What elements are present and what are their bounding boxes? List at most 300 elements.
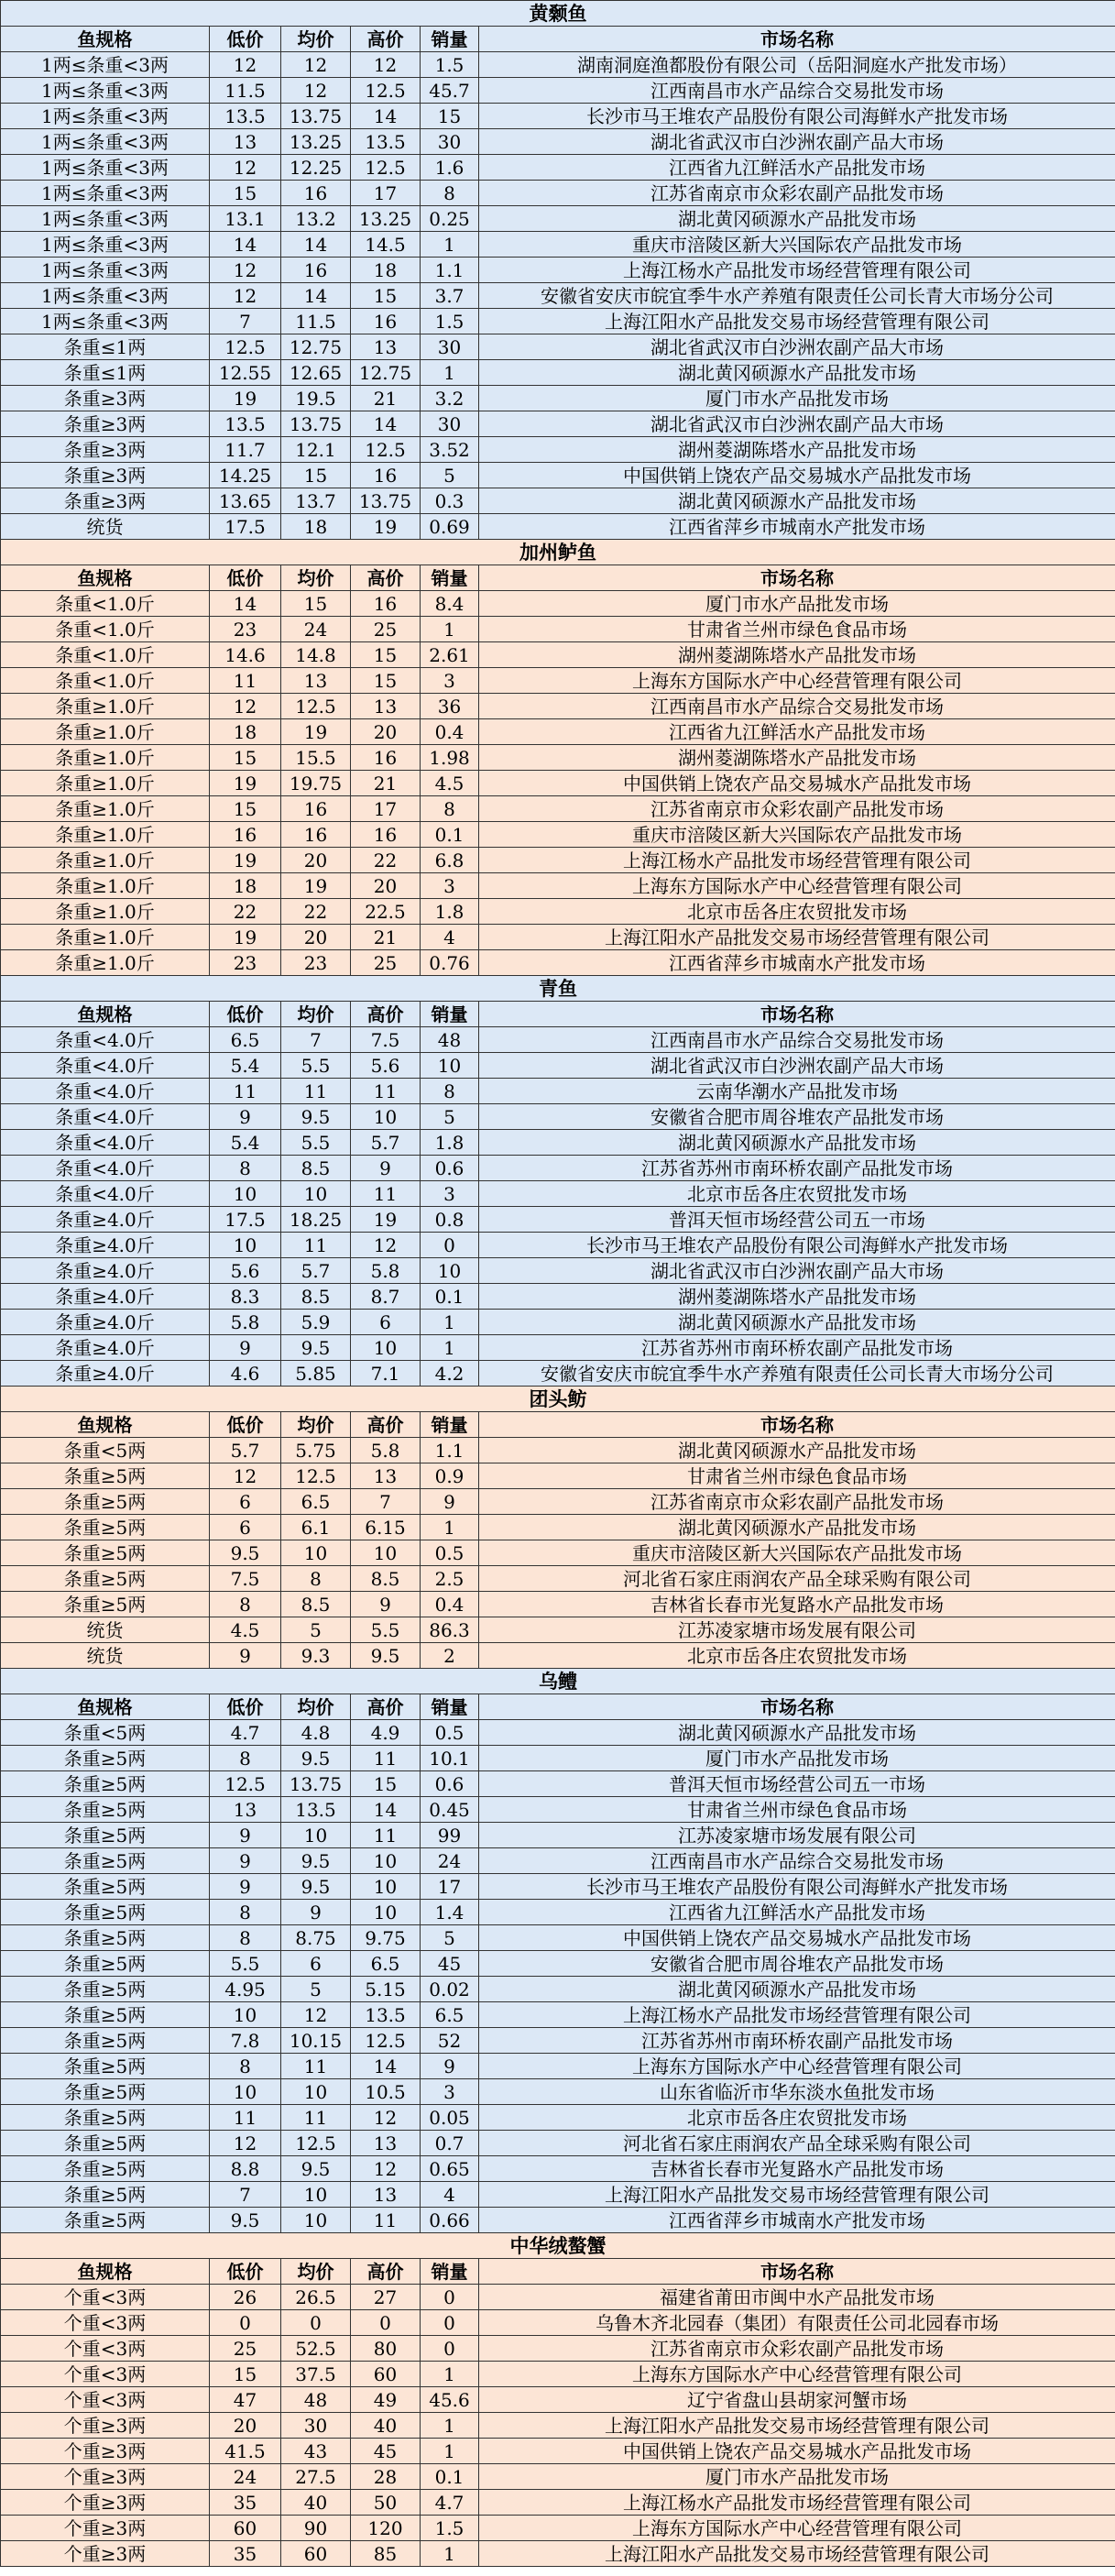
high-price-cell: 17 xyxy=(351,181,421,206)
spec-header: 鱼规格 xyxy=(1,2259,210,2285)
low-price-cell: 8 xyxy=(210,1592,281,1617)
volume-cell: 4.7 xyxy=(421,2490,479,2516)
low-price-cell: 9.5 xyxy=(210,2208,281,2233)
table-row xyxy=(1,2285,1115,2310)
volume-cell: 36 xyxy=(421,694,479,719)
volume-cell: 52 xyxy=(421,2028,479,2054)
spec-cell: 条重≥5两 xyxy=(1,1797,210,1823)
high-price-cell: 12.5 xyxy=(351,2028,421,2054)
high-price-cell: 11 xyxy=(351,1746,421,1771)
avg-price-cell: 13.7 xyxy=(281,488,351,514)
spec-cell: 个重≥3两 xyxy=(1,2439,210,2464)
table-row xyxy=(1,1746,1115,1771)
high-price-cell: 10.5 xyxy=(351,2079,421,2105)
volume-cell: 5 xyxy=(421,463,479,488)
section-title-row xyxy=(1,1387,1115,1412)
high-price-cell: 12 xyxy=(351,2105,421,2131)
volume-cell: 5 xyxy=(421,1925,479,1951)
volume-cell: 0.1 xyxy=(421,1284,479,1310)
spec-cell: 1两≤条重<3两 xyxy=(1,181,210,206)
volume-cell: 8 xyxy=(421,1079,479,1104)
market-name-cell: 安徽省合肥市周谷堆农产品批发市场 xyxy=(479,1104,1115,1130)
market-name-cell: 北京市岳各庄农贸批发市场 xyxy=(479,2105,1115,2131)
high-price-cell: 60 xyxy=(351,2362,421,2387)
market-name-cell: 湖北黄冈硕源水产品批发市场 xyxy=(479,488,1115,514)
spec-cell: 条重≥1.0斤 xyxy=(1,745,210,771)
avg-price-cell: 6.1 xyxy=(281,1515,351,1540)
low-price-cell: 10 xyxy=(210,2002,281,2028)
avg-price-cell: 10 xyxy=(281,1823,351,1848)
high-price-cell: 17 xyxy=(351,796,421,822)
spec-header: 鱼规格 xyxy=(1,565,210,591)
volume-cell: 5 xyxy=(421,1104,479,1130)
avg-price-cell: 0 xyxy=(281,2310,351,2336)
volume-cell: 10 xyxy=(421,1258,479,1284)
low-price-cell: 10 xyxy=(210,2079,281,2105)
low-price-cell: 7 xyxy=(210,2182,281,2208)
table-row xyxy=(1,1797,1115,1823)
table-row xyxy=(1,2208,1115,2233)
section-title-row xyxy=(1,1,1115,27)
volume-cell: 0.8 xyxy=(421,1207,479,1233)
avg-price-cell: 27.5 xyxy=(281,2464,351,2490)
avg-price-cell: 9.5 xyxy=(281,2156,351,2182)
spec-cell: 统货 xyxy=(1,514,210,540)
high-price-cell: 120 xyxy=(351,2516,421,2541)
spec-cell: 条重<5两 xyxy=(1,1720,210,1746)
section-title-row xyxy=(1,2233,1115,2259)
volume-cell: 9 xyxy=(421,1489,479,1515)
high-price-cell: 14 xyxy=(351,2054,421,2079)
spec-cell: 1两≤条重<3两 xyxy=(1,283,210,309)
avg-price-cell: 8.5 xyxy=(281,1156,351,1181)
low-price-cell: 13.5 xyxy=(210,411,281,437)
low-price-cell: 18 xyxy=(210,873,281,899)
spec-cell: 条重≥1.0斤 xyxy=(1,822,210,848)
high-price-cell: 20 xyxy=(351,873,421,899)
table-row xyxy=(1,591,1115,617)
market-name-cell: 江西南昌市水产品综合交易批发市场 xyxy=(479,78,1115,104)
low-price-cell: 8 xyxy=(210,1925,281,1951)
volume-cell: 30 xyxy=(421,334,479,360)
market-name-cell: 上海东方国际水产中心经营管理有限公司 xyxy=(479,2054,1115,2079)
low-price-header: 低价 xyxy=(210,1412,281,1438)
table-row xyxy=(1,1156,1115,1181)
low-price-cell: 35 xyxy=(210,2541,281,2567)
table-row xyxy=(1,206,1115,232)
volume-cell: 3.7 xyxy=(421,283,479,309)
avg-price-cell: 12 xyxy=(281,78,351,104)
low-price-cell: 13.65 xyxy=(210,488,281,514)
market-name-header: 市场名称 xyxy=(479,27,1115,52)
volume-cell: 30 xyxy=(421,129,479,155)
high-price-cell: 11 xyxy=(351,1079,421,1104)
volume-cell: 0.4 xyxy=(421,1592,479,1617)
market-name-cell: 厦门市水产品批发市场 xyxy=(479,591,1115,617)
table-row xyxy=(1,334,1115,360)
market-name-cell: 长沙市马王堆农产品股份有限公司海鲜水产批发市场 xyxy=(479,104,1115,129)
market-name-cell: 中国供销上饶农产品交易城水产品批发市场 xyxy=(479,771,1115,796)
avg-price-cell: 5.75 xyxy=(281,1438,351,1463)
low-price-header: 低价 xyxy=(210,565,281,591)
market-name-cell: 江苏凌家塘市场发展有限公司 xyxy=(479,1617,1115,1643)
volume-cell: 0.76 xyxy=(421,950,479,976)
avg-price-cell: 8.5 xyxy=(281,1592,351,1617)
low-price-cell: 7.5 xyxy=(210,1566,281,1592)
high-price-cell: 15 xyxy=(351,668,421,694)
spec-cell: 条重≥1.0斤 xyxy=(1,848,210,873)
spec-cell: 1两≤条重<3两 xyxy=(1,309,210,334)
table-row xyxy=(1,1977,1115,2002)
market-name-cell: 河北省石家庄雨润农产品全球采购有限公司 xyxy=(479,2131,1115,2156)
volume-cell: 0.1 xyxy=(421,822,479,848)
high-price-cell: 4.9 xyxy=(351,1720,421,1746)
high-price-cell: 15 xyxy=(351,1771,421,1797)
volume-cell: 1 xyxy=(421,1515,479,1540)
spec-cell: 个重≥3两 xyxy=(1,2490,210,2516)
volume-cell: 8.4 xyxy=(421,591,479,617)
spec-cell: 条重≥5两 xyxy=(1,1823,210,1848)
avg-price-header: 均价 xyxy=(281,1694,351,1720)
low-price-cell: 7.8 xyxy=(210,2028,281,2054)
table-row xyxy=(1,283,1115,309)
low-price-cell: 13.5 xyxy=(210,104,281,129)
volume-cell: 1.1 xyxy=(421,258,479,283)
avg-price-cell: 15 xyxy=(281,463,351,488)
market-name-cell: 湖州菱湖陈塔水产品批发市场 xyxy=(479,642,1115,668)
high-price-cell: 10 xyxy=(351,1874,421,1900)
low-price-cell: 5.5 xyxy=(210,1951,281,1977)
avg-price-cell: 40 xyxy=(281,2490,351,2516)
high-price-cell: 28 xyxy=(351,2464,421,2490)
table-row xyxy=(1,309,1115,334)
low-price-cell: 19 xyxy=(210,925,281,950)
spec-header: 鱼规格 xyxy=(1,1412,210,1438)
avg-price-cell: 13.75 xyxy=(281,1771,351,1797)
market-name-cell: 普洱天恒市场经营公司五一市场 xyxy=(479,1771,1115,1797)
low-price-cell: 14.25 xyxy=(210,463,281,488)
low-price-cell: 12 xyxy=(210,258,281,283)
avg-price-cell: 13.25 xyxy=(281,129,351,155)
low-price-cell: 11.5 xyxy=(210,78,281,104)
market-name-cell: 吉林省长春市光复路水产品批发市场 xyxy=(479,1592,1115,1617)
high-price-cell: 9.75 xyxy=(351,1925,421,1951)
low-price-cell: 8 xyxy=(210,1900,281,1925)
high-price-cell: 10 xyxy=(351,1335,421,1361)
spec-cell: 条重≥4.0斤 xyxy=(1,1310,210,1335)
table-row xyxy=(1,745,1115,771)
volume-cell: 1.98 xyxy=(421,745,479,771)
low-price-header: 低价 xyxy=(210,27,281,52)
high-price-cell: 18 xyxy=(351,258,421,283)
low-price-cell: 10 xyxy=(210,1233,281,1258)
volume-cell: 8 xyxy=(421,181,479,206)
table-row xyxy=(1,1848,1115,1874)
table-row xyxy=(1,1515,1115,1540)
high-price-cell: 5.15 xyxy=(351,1977,421,2002)
table-row xyxy=(1,488,1115,514)
market-name-cell: 江西省九江鲜活水产品批发市场 xyxy=(479,719,1115,745)
avg-price-cell: 22 xyxy=(281,899,351,925)
market-name-cell: 江西南昌市水产品综合交易批发市场 xyxy=(479,1848,1115,1874)
low-price-cell: 18 xyxy=(210,719,281,745)
column-header-row xyxy=(1,1002,1115,1027)
high-price-cell: 15 xyxy=(351,283,421,309)
low-price-cell: 11 xyxy=(210,1079,281,1104)
table-row xyxy=(1,642,1115,668)
volume-cell: 0.9 xyxy=(421,1463,479,1489)
volume-cell: 30 xyxy=(421,411,479,437)
high-price-cell: 7.1 xyxy=(351,1361,421,1387)
spec-cell: 1两≤条重<3两 xyxy=(1,52,210,78)
column-header-row xyxy=(1,1412,1115,1438)
avg-price-cell: 5 xyxy=(281,1617,351,1643)
market-name-cell: 长沙市马王堆农产品股份有限公司海鲜水产批发市场 xyxy=(479,1874,1115,1900)
volume-cell: 10 xyxy=(421,1053,479,1079)
avg-price-cell: 10 xyxy=(281,1181,351,1207)
market-name-cell: 江苏凌家塘市场发展有限公司 xyxy=(479,1823,1115,1848)
spec-cell: 条重<4.0斤 xyxy=(1,1130,210,1156)
high-price-cell: 5.8 xyxy=(351,1258,421,1284)
spec-cell: 个重≥3两 xyxy=(1,2516,210,2541)
volume-cell: 48 xyxy=(421,1027,479,1053)
market-name-cell: 江苏省南京市众彩农副产品批发市场 xyxy=(479,1489,1115,1515)
volume-cell: 2.5 xyxy=(421,1566,479,1592)
table-row xyxy=(1,1617,1115,1643)
market-name-cell: 中国供销上饶农产品交易城水产品批发市场 xyxy=(479,2439,1115,2464)
avg-price-cell: 6.5 xyxy=(281,1489,351,1515)
spec-cell: 条重≥4.0斤 xyxy=(1,1233,210,1258)
volume-cell: 0 xyxy=(421,1233,479,1258)
table-row xyxy=(1,1027,1115,1053)
avg-price-cell: 12 xyxy=(281,52,351,78)
avg-price-cell: 15 xyxy=(281,591,351,617)
spec-cell: 条重≥5两 xyxy=(1,1874,210,1900)
table-row xyxy=(1,1104,1115,1130)
table-row xyxy=(1,52,1115,78)
high-price-cell: 5.6 xyxy=(351,1053,421,1079)
high-price-cell: 12.5 xyxy=(351,437,421,463)
spec-cell: 条重<4.0斤 xyxy=(1,1156,210,1181)
high-price-cell: 25 xyxy=(351,617,421,642)
avg-price-cell: 11.5 xyxy=(281,309,351,334)
table-row xyxy=(1,2105,1115,2131)
volume-cell: 2.61 xyxy=(421,642,479,668)
avg-price-cell: 16 xyxy=(281,258,351,283)
low-price-cell: 19 xyxy=(210,848,281,873)
table-row xyxy=(1,1566,1115,1592)
table-row xyxy=(1,617,1115,642)
table-row xyxy=(1,1823,1115,1848)
low-price-cell: 60 xyxy=(210,2516,281,2541)
market-name-cell: 湖北黄冈硕源水产品批发市场 xyxy=(479,1438,1115,1463)
high-price-cell: 13.75 xyxy=(351,488,421,514)
avg-price-cell: 12 xyxy=(281,2002,351,2028)
avg-price-cell: 8.75 xyxy=(281,1925,351,1951)
market-name-cell: 中国供销上饶农产品交易城水产品批发市场 xyxy=(479,1925,1115,1951)
table-row xyxy=(1,2387,1115,2413)
avg-price-cell: 5.5 xyxy=(281,1130,351,1156)
spec-cell: 条重≥3两 xyxy=(1,386,210,411)
market-name-cell: 上海江杨水产品批发市场经营管理有限公司 xyxy=(479,2002,1115,2028)
section-title-row xyxy=(1,540,1115,565)
table-row xyxy=(1,1592,1115,1617)
avg-price-cell: 13.75 xyxy=(281,104,351,129)
table-row xyxy=(1,1540,1115,1566)
avg-price-cell: 90 xyxy=(281,2516,351,2541)
low-price-header: 低价 xyxy=(210,1002,281,1027)
market-name-cell: 吉林省长春市光复路水产品批发市场 xyxy=(479,2156,1115,2182)
market-name-cell: 湖州菱湖陈塔水产品批发市场 xyxy=(479,745,1115,771)
volume-cell: 3 xyxy=(421,873,479,899)
market-name-header: 市场名称 xyxy=(479,1412,1115,1438)
low-price-cell: 8.3 xyxy=(210,1284,281,1310)
high-price-cell: 21 xyxy=(351,386,421,411)
high-price-cell: 16 xyxy=(351,463,421,488)
volume-cell: 0.6 xyxy=(421,1771,479,1797)
low-price-cell: 9 xyxy=(210,1643,281,1669)
volume-cell: 24 xyxy=(421,1848,479,1874)
avg-price-cell: 10 xyxy=(281,1540,351,1566)
market-name-cell: 安徽省安庆市皖宜季牛水产养殖有限责任公司长青大市场分公司 xyxy=(479,283,1115,309)
low-price-cell: 23 xyxy=(210,950,281,976)
spec-cell: 条重≥5两 xyxy=(1,2002,210,2028)
low-price-cell: 13 xyxy=(210,129,281,155)
spec-cell: 条重≥4.0斤 xyxy=(1,1335,210,1361)
volume-cell: 1 xyxy=(421,232,479,258)
volume-cell: 0.05 xyxy=(421,2105,479,2131)
volume-cell: 3.2 xyxy=(421,386,479,411)
avg-price-cell: 48 xyxy=(281,2387,351,2413)
avg-price-cell: 12.5 xyxy=(281,1463,351,1489)
spec-cell: 个重≥3两 xyxy=(1,2413,210,2439)
market-name-cell: 重庆市涪陵区新大兴国际农产品批发市场 xyxy=(479,822,1115,848)
table-row xyxy=(1,822,1115,848)
spec-cell: 条重<1.0斤 xyxy=(1,668,210,694)
avg-price-cell: 9.5 xyxy=(281,1848,351,1874)
spec-cell: 1两≤条重<3两 xyxy=(1,129,210,155)
market-name-cell: 山东省临沂市华东淡水鱼批发市场 xyxy=(479,2079,1115,2105)
volume-cell: 15 xyxy=(421,104,479,129)
spec-cell: 条重≥5两 xyxy=(1,2208,210,2233)
low-price-cell: 12 xyxy=(210,155,281,181)
high-price-cell: 21 xyxy=(351,771,421,796)
avg-price-cell: 60 xyxy=(281,2541,351,2567)
high-price-cell: 25 xyxy=(351,950,421,976)
market-name-cell: 湖北省武汉市白沙洲农副产品大市场 xyxy=(479,411,1115,437)
table-row xyxy=(1,2541,1115,2567)
high-price-cell: 14.5 xyxy=(351,232,421,258)
table-row xyxy=(1,1720,1115,1746)
high-price-cell: 6.15 xyxy=(351,1515,421,1540)
spec-cell: 个重<3两 xyxy=(1,2336,210,2362)
table-row xyxy=(1,2516,1115,2541)
volume-cell: 1.6 xyxy=(421,155,479,181)
spec-cell: 条重≥3两 xyxy=(1,463,210,488)
low-price-cell: 23 xyxy=(210,617,281,642)
market-name-cell: 安徽省安庆市皖宜季牛水产养殖有限责任公司长青大市场分公司 xyxy=(479,1361,1115,1387)
high-price-cell: 0 xyxy=(351,2310,421,2336)
high-price-cell: 6.5 xyxy=(351,1951,421,1977)
spec-cell: 个重<3两 xyxy=(1,2387,210,2413)
volume-cell: 0.02 xyxy=(421,1977,479,2002)
section-title: 乌鳢 xyxy=(1,1669,1115,1694)
market-name-cell: 普洱天恒市场经营公司五一市场 xyxy=(479,1207,1115,1233)
avg-price-cell: 13.75 xyxy=(281,411,351,437)
volume-cell: 0.69 xyxy=(421,514,479,540)
market-name-cell: 云南华潮水产品批发市场 xyxy=(479,1079,1115,1104)
market-name-cell: 湖北黄冈硕源水产品批发市场 xyxy=(479,360,1115,386)
volume-cell: 1.5 xyxy=(421,309,479,334)
spec-cell: 条重<4.0斤 xyxy=(1,1104,210,1130)
table-row xyxy=(1,2002,1115,2028)
market-name-cell: 北京市岳各庄农贸批发市场 xyxy=(479,1181,1115,1207)
table-row xyxy=(1,2464,1115,2490)
low-price-cell: 15 xyxy=(210,2362,281,2387)
market-name-cell: 江西省萍乡市城南水产批发市场 xyxy=(479,2208,1115,2233)
table-row xyxy=(1,1284,1115,1310)
high-price-cell: 85 xyxy=(351,2541,421,2567)
avg-price-cell: 5.85 xyxy=(281,1361,351,1387)
market-name-cell: 江西省萍乡市城南水产批发市场 xyxy=(479,950,1115,976)
low-price-cell: 14 xyxy=(210,232,281,258)
table-row xyxy=(1,2362,1115,2387)
volume-cell: 0.4 xyxy=(421,719,479,745)
avg-price-cell: 6 xyxy=(281,1951,351,1977)
avg-price-cell: 5.5 xyxy=(281,1053,351,1079)
column-header-row xyxy=(1,1694,1115,1720)
low-price-cell: 12.5 xyxy=(210,334,281,360)
table-row xyxy=(1,848,1115,873)
high-price-cell: 7 xyxy=(351,1489,421,1515)
table-row xyxy=(1,1438,1115,1463)
avg-price-cell: 4.8 xyxy=(281,1720,351,1746)
table-row xyxy=(1,2336,1115,2362)
market-name-cell: 北京市岳各庄农贸批发市场 xyxy=(479,1643,1115,1669)
market-name-cell: 江西省萍乡市城南水产批发市场 xyxy=(479,514,1115,540)
spec-cell: 条重≥5两 xyxy=(1,1900,210,1925)
high-price-cell: 27 xyxy=(351,2285,421,2310)
avg-price-cell: 30 xyxy=(281,2413,351,2439)
table-row xyxy=(1,1643,1115,1669)
market-name-cell: 北京市岳各庄农贸批发市场 xyxy=(479,899,1115,925)
avg-price-cell: 12.75 xyxy=(281,334,351,360)
section-title: 中华绒螯蟹 xyxy=(1,2233,1115,2259)
volume-cell: 0.5 xyxy=(421,1540,479,1566)
spec-cell: 条重≥5两 xyxy=(1,1592,210,1617)
market-name-cell: 上海江阳水产品批发交易市场经营管理有限公司 xyxy=(479,2413,1115,2439)
spec-cell: 条重<4.0斤 xyxy=(1,1181,210,1207)
low-price-cell: 22 xyxy=(210,899,281,925)
market-name-cell: 上海江阳水产品批发交易市场经营管理有限公司 xyxy=(479,309,1115,334)
avg-price-cell: 7 xyxy=(281,1027,351,1053)
high-price-cell: 13 xyxy=(351,694,421,719)
table-row xyxy=(1,2182,1115,2208)
high-price-cell: 5.5 xyxy=(351,1617,421,1643)
market-name-cell: 湖北黄冈硕源水产品批发市场 xyxy=(479,1130,1115,1156)
low-price-cell: 12.55 xyxy=(210,360,281,386)
table-row xyxy=(1,1925,1115,1951)
column-header-row xyxy=(1,565,1115,591)
volume-cell: 1.5 xyxy=(421,2516,479,2541)
market-name-cell: 湖州菱湖陈塔水产品批发市场 xyxy=(479,1284,1115,1310)
market-name-cell: 上海江杨水产品批发市场经营管理有限公司 xyxy=(479,848,1115,873)
market-name-cell: 江苏省南京市众彩农副产品批发市场 xyxy=(479,2336,1115,2362)
high-price-cell: 49 xyxy=(351,2387,421,2413)
low-price-cell: 20 xyxy=(210,2413,281,2439)
market-name-cell: 甘肃省兰州市绿色食品市场 xyxy=(479,1797,1115,1823)
low-price-cell: 11 xyxy=(210,668,281,694)
